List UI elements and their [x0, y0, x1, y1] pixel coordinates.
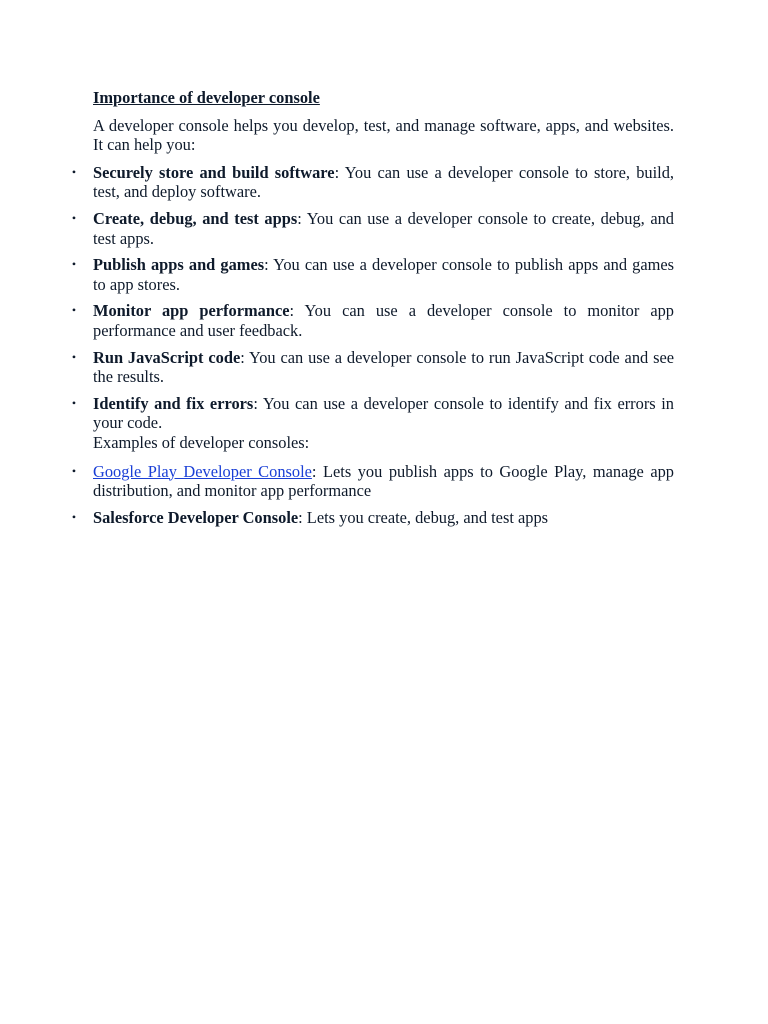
item-text: : You can use a developer console to store, build, test, and deploy software.	[93, 162, 675, 202]
item-text: : You can use a developer console to create, debug, and test apps.	[93, 208, 674, 248]
examples-list	[71, 461, 675, 528]
item-text: : Lets you publish apps to Google Play, manage app distribution, and monitor app performance	[93, 461, 675, 501]
section-heading: Importance of developer console	[93, 88, 320, 107]
document-page	[71, 88, 675, 534]
bullet-icon: •	[71, 164, 77, 179]
item-text: : Lets you create, debug, and test apps	[298, 507, 549, 527]
list-item	[71, 301, 675, 340]
item-title: Run JavaScript code	[93, 347, 241, 367]
bullet-icon: •	[71, 395, 77, 410]
item-title: Identify and fix errors	[93, 393, 254, 413]
list-item	[71, 162, 675, 202]
list-item	[71, 393, 674, 453]
intro-paragraph: A developer console helps you develop, test, and manage software, apps, and websites. It can help you:	[93, 115, 674, 155]
item-text: : You can use a developer console to monitor app performance and user feedback.	[93, 301, 675, 340]
item-text: : You can use a developer console to run JavaScript code and see the results.	[93, 347, 674, 387]
list-item	[71, 507, 674, 528]
item-title: Publish apps and games	[93, 255, 265, 275]
item-text: : You can use a developer console to identify and fix errors in your code.	[93, 393, 674, 433]
bullet-icon: •	[71, 463, 77, 478]
list-item	[71, 347, 674, 387]
list-item	[71, 255, 674, 294]
list-item	[71, 461, 675, 501]
item-title: Create, debug, and test apps	[93, 208, 298, 228]
bullet-icon: •	[71, 303, 77, 318]
item-title: Monitor app performance	[93, 301, 290, 321]
bullet-icon: •	[71, 509, 77, 524]
item-text: : You can use a developer console to publish apps and games to app stores.	[93, 255, 674, 294]
benefits-list	[71, 162, 675, 453]
examples-label: Examples of developer consoles:	[93, 432, 310, 452]
item-title: Salesforce Developer Console	[93, 507, 299, 527]
bullet-icon: •	[71, 210, 77, 225]
bullet-icon: •	[71, 349, 77, 364]
bullet-icon: •	[71, 257, 77, 272]
list-item	[71, 208, 674, 248]
item-title: Securely store and build software	[93, 162, 335, 182]
google-play-console-link[interactable]: Google Play Developer Console	[93, 461, 312, 481]
